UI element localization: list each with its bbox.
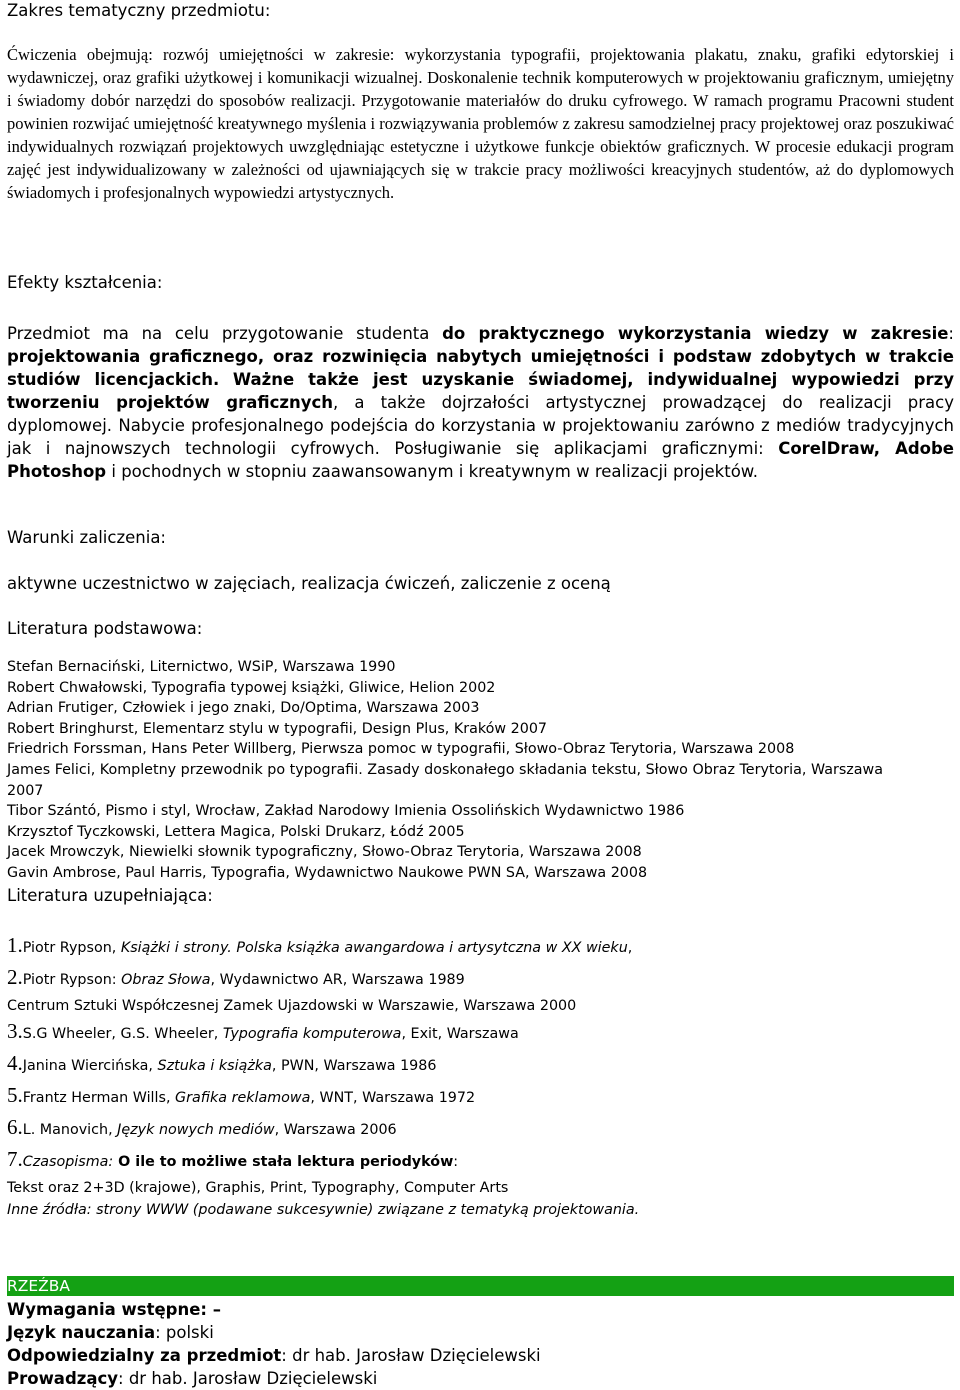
list-details: , PWN, Warszawa 1986	[271, 1058, 437, 1074]
warunki-heading: Warunki zaliczenia:	[7, 528, 166, 547]
list-item	[7, 963, 954, 995]
list-author: Czasopisma:	[22, 1154, 114, 1170]
list-item: Robert Bringhurst, Elementarz stylu w typografii, Design Plus, Kraków 2007	[7, 720, 548, 737]
list-item: Stefan Bernaciński, Liternictwo, WSiP, Warszawa 1990	[7, 659, 396, 675]
efekty-text-3: :	[948, 324, 954, 343]
odpowiedzialny-row	[7, 1344, 541, 1367]
list-title: Obraz Słowa	[121, 972, 211, 988]
list-number: 1.	[7, 933, 23, 957]
list-details: , WNT, Warszawa 1972	[310, 1090, 476, 1106]
list-author: Piotr Rypson,	[22, 940, 121, 956]
list-item	[7, 1145, 954, 1177]
jezyk-row	[7, 1321, 541, 1344]
list-item: Friedrich Forssman, Hans Peter Willberg, Pierwsza pomoc w typografii, Słowo-Obraz Terytoria, Warszawa 2008	[7, 741, 795, 758]
list-author: S.G Wheeler, G.S. Wheeler,	[22, 1026, 223, 1042]
efekty-heading-colon: :	[156, 273, 163, 292]
efekty-text-1: Przedmiot ma na celu przygotowanie studenta	[7, 324, 443, 343]
banner-label: RZEŹBA	[7, 1277, 71, 1295]
literatura-podstawowa-list	[7, 657, 954, 884]
zakres-sentence-3: W procesie edukacji program zajęć jest indywidualizowany w zależności od ujawniających się w trakcie pracy możliwości kreacyjnych studentów, aż do dyplomowych świadomych i profesjonalnych wypowiedzi artystycznych.	[7, 137, 954, 202]
odpowiedzialny-label: Odpowiedzialny za przedmiot	[7, 1346, 282, 1365]
list-title: Sztuka i książka	[157, 1058, 272, 1074]
efekty-text-6: Ważne także jest uzyskanie świadomej, indywidualnej wypowiedzi przy tworzeniu projektów graficznych	[7, 370, 954, 412]
rzezba-info	[7, 1298, 541, 1390]
prowadzacy-label: Prowadzący	[7, 1369, 119, 1388]
list-item: Tibor Szántó, Pismo i styl, Wrocław, Zakład Narodowy Imienia Ossolińskich Wydawnictwo 1986	[7, 803, 685, 820]
efekty-heading-label: Efekty kształcenia	[7, 273, 157, 292]
list-author: Frantz Herman Wills,	[22, 1090, 176, 1106]
list-details: , Warszawa 2006	[274, 1122, 397, 1138]
efekty-text-8: CorelDraw, Adobe Photoshop	[7, 439, 954, 481]
literatura-uzupelniajaca-list	[7, 931, 954, 1221]
efekty-text-4: projektowania graficznego, oraz rozwinięcia nabytych umiejętności i podstaw zdobytych w trakcie studiów licencjackich.	[7, 347, 954, 389]
list-author: Piotr Rypson:	[22, 972, 122, 988]
list-number: 4.	[7, 1051, 23, 1075]
zakres-sentence-1: Ćwiczenia obejmują: rozwój umiejętności w zakresie: wykorzystania typografii, projektowania plakatu, znaku, grafiki edytorskiej i wydawniczej, oraz grafiki użytkowej i komunikacji wizualnej.	[7, 45, 954, 87]
jezyk-value: : polski	[155, 1323, 214, 1342]
efekty-text-7: , a także dojrzałości artystycznej prowadzącej do realizacji pracy dyplomowej. Nabycie profesjonalnego podejścia do korzystania w projektowaniu zarówno z mediów tradycyjnych jak i najnowszych technologii cyfrowych. Posługiwanie się aplikacjami graficznymi:	[7, 393, 954, 458]
list-item	[7, 1017, 954, 1049]
list-details: , Wydawnictwo AR, Warszawa 1989	[210, 972, 465, 988]
jezyk-label: Język nauczania	[7, 1323, 156, 1342]
list-title: Typografia komputerowa	[222, 1026, 402, 1042]
efekty-heading	[7, 273, 162, 292]
wymagania-value: –	[207, 1300, 221, 1319]
list-details: , Exit, Warszawa	[401, 1026, 519, 1042]
list-details: :	[453, 1154, 459, 1170]
efekty-text-2: do praktycznego wykorzystania wiedzy w zakresie	[442, 324, 949, 343]
wymagania-row	[7, 1298, 541, 1321]
warunki-text: aktywne uczestnictwo w zajęciach, realizacja ćwiczeń, zaliczenie z oceną	[7, 574, 611, 593]
efekty-paragraph	[7, 322, 954, 483]
list-item	[7, 1081, 954, 1113]
literatura-uzupelniajaca-heading: Literatura uzupełniająca:	[7, 886, 213, 905]
odpowiedzialny-value: : dr hab. Jarosław Dzięcielewski	[281, 1346, 541, 1365]
zakres-sentence-2: Doskonalenie technik komputerowych w projektowaniu graficznym, umiejętny i świadomy dobór narzędzi do sposobów realizacji. Przygotowanie materiałów do druku cyfrowego. W ramach programu Pracowni student powinien rozwijać umiejętność kreatywnego myślenia i rozwiązywania problemów z zakresu samodzielnej pracy projektowej oraz poszukiwać indywidualnych rozwiązań projektowych uwzględniając estetyczne i użytkowe funkcje obiektów graficznych.	[7, 68, 955, 156]
list-item-continuation: Centrum Sztuki Współczesnej Zamek Ujazdowski w Warszawie, Warszawa 2000	[7, 998, 577, 1014]
list-item: Adrian Frutiger, Człowiek i jego znaki, Do/Optima, Warszawa 2003	[7, 700, 480, 717]
list-number: 2.	[7, 965, 23, 989]
zakres-heading: Zakres tematyczny przedmiotu:	[7, 1, 271, 20]
list-number: 6.	[7, 1115, 23, 1139]
list-item: Robert Chwałowski, Typografia typowej książki, Gliwice, Helion 2002	[7, 679, 496, 696]
efekty-text-5	[219, 370, 233, 389]
list-item-continuation: Inne źródła: strony WWW (podawane sukcesywnie) związane z tematyką projektowania.	[7, 1202, 640, 1218]
list-item	[7, 931, 954, 963]
list-item: Jacek Mrowczyk, Niewielki słownik typograficzny, Słowo-Obraz Terytoria, Warszawa 2008	[7, 844, 642, 861]
literatura-podstawowa-heading: Literatura podstawowa:	[7, 619, 203, 638]
efekty-text-9: i pochodnych w stopniu zaawansowanym i kreatywnym w realizacji projektów.	[106, 462, 759, 481]
prowadzacy-row	[7, 1367, 541, 1390]
wymagania-label: Wymagania wstępne:	[7, 1300, 207, 1319]
list-item: Gavin Ambrose, Paul Harris, Typografia, Wydawnictwo Naukowe PWN SA, Warszawa 2008	[7, 864, 648, 881]
list-title: Grafika reklamowa	[175, 1090, 311, 1106]
list-number: 3.	[7, 1019, 23, 1043]
section-banner-rzezba	[7, 1276, 954, 1296]
list-title: O ile to możliwe stała lektura periodyków	[113, 1154, 454, 1170]
list-author: L. Manovich,	[22, 1122, 118, 1138]
list-item	[7, 1049, 954, 1081]
list-author: Janina Wiercińska,	[22, 1058, 158, 1074]
prowadzacy-value: : dr hab. Jarosław Dzięcielewski	[118, 1369, 378, 1388]
list-item	[7, 1113, 954, 1145]
list-item: James Felici, Kompletny przewodnik po typografii. Zasady doskonałego składania tekstu, Słowo Obraz Terytoria, Warszawa 2007	[7, 761, 884, 799]
zakres-paragraph	[7, 43, 954, 204]
list-title: Język nowych mediów	[117, 1122, 275, 1138]
list-number: 5.	[7, 1083, 23, 1107]
list-title: Książki i strony. Polska książka awangardowa i artysytczna w XX wieku	[120, 940, 628, 956]
list-item: Krzysztof Tyczkowski, Lettera Magica, Polski Drukarz, Łódź 2005	[7, 823, 465, 840]
list-number: 7.	[7, 1147, 23, 1171]
list-details: ,	[627, 940, 633, 956]
list-item-continuation: Tekst oraz 2+3D (krajowe), Graphis, Print, Typography, Computer Arts	[7, 1180, 509, 1196]
